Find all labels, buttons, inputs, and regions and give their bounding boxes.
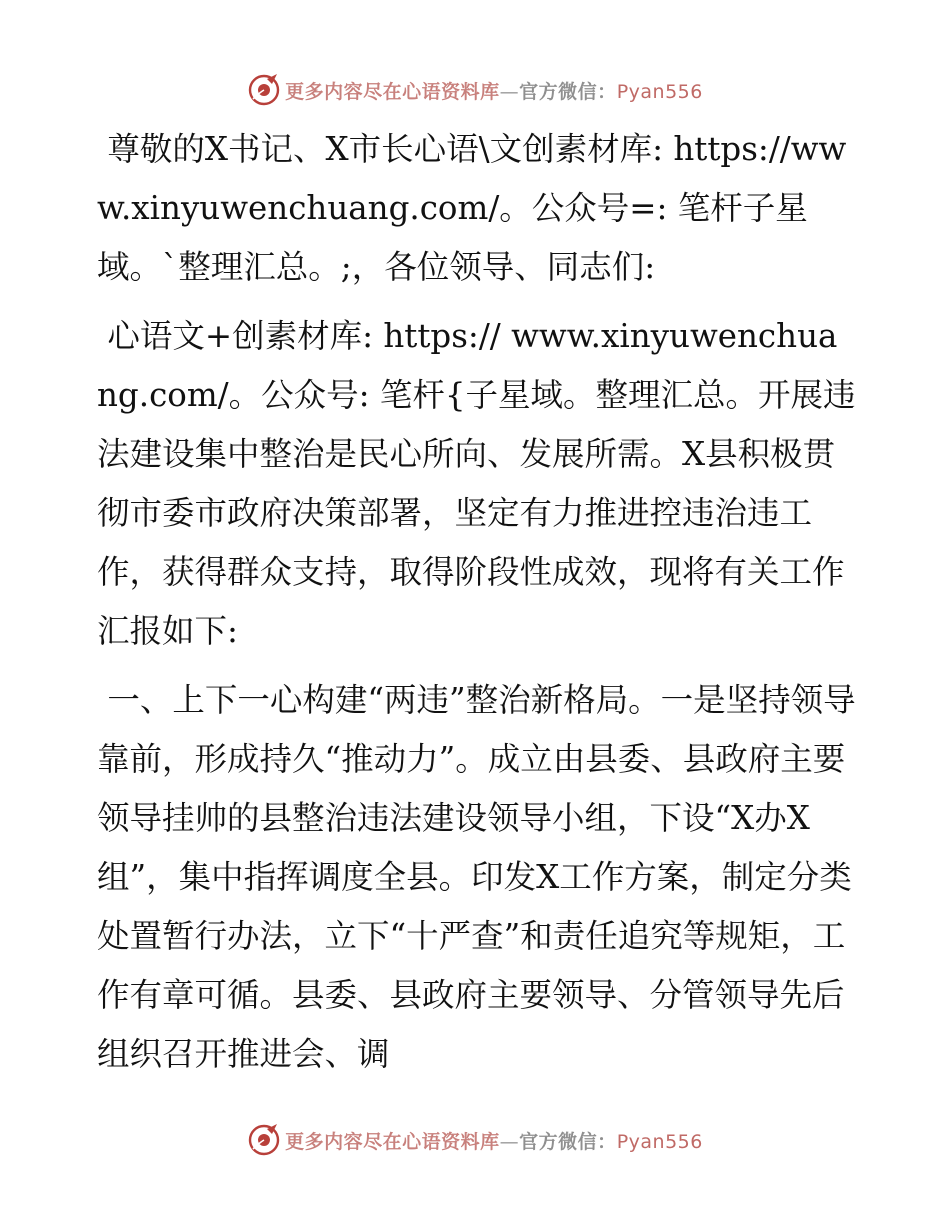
banner-wechat-label: 官方微信： <box>519 80 617 103</box>
banner-wechat-id: Pyan556 <box>616 80 703 103</box>
banner-wechat-label: 官方微信： <box>519 1130 617 1153</box>
banner-text <box>285 1127 703 1154</box>
pen-logo-icon <box>247 1123 281 1157</box>
banner-separator: — <box>499 80 520 103</box>
banner-site: 更多内容尽在心语资料库 <box>285 80 500 103</box>
banner-site: 更多内容尽在心语资料库 <box>285 1130 500 1153</box>
paragraph-salutation: 尊敬的X书记、X市长心语\文创素材库: https://www.xinyuwenchuang.com/。公众号=: 笔杆子星域。`整理汇总。;，各位领导、同志们: <box>97 130 847 286</box>
footer-watermark-banner <box>0 1118 950 1162</box>
banner-wechat-id: Pyan556 <box>616 1130 703 1153</box>
paragraph-section-one: 一、上下一心构建“两违”整治新格局。一是坚持领导靠前，形成持久“推动力”。成立由县委、县政府主要领导挂帅的县整治违法建设领导小组，下设“X办X组”，集中指挥调度全县。印发X工作方案，制定分类处置暂行办法，立下“十严查”和责任追究等规矩，工作有章可循。县委、县政府主要领导、分管领导先后组织召开推进会、调 <box>97 681 856 1073</box>
document-body <box>97 120 857 1094</box>
banner-text <box>285 77 703 104</box>
pen-logo-icon <box>247 73 281 107</box>
header-watermark-banner <box>0 68 950 112</box>
paragraph-intro: 心语文+创素材库: https:// www.xinyuwenchuang.com/。公众号: 笔杆{子星域。整理汇总。开展违法建设集中整治是民心所向、发展所需。X县积极贯彻市委市政府决策部署，坚定有力推进控违治违工作，获得群众支持，取得阶段性成效，现将有关工作汇报如下: <box>97 317 856 650</box>
banner-separator: — <box>499 1130 520 1153</box>
